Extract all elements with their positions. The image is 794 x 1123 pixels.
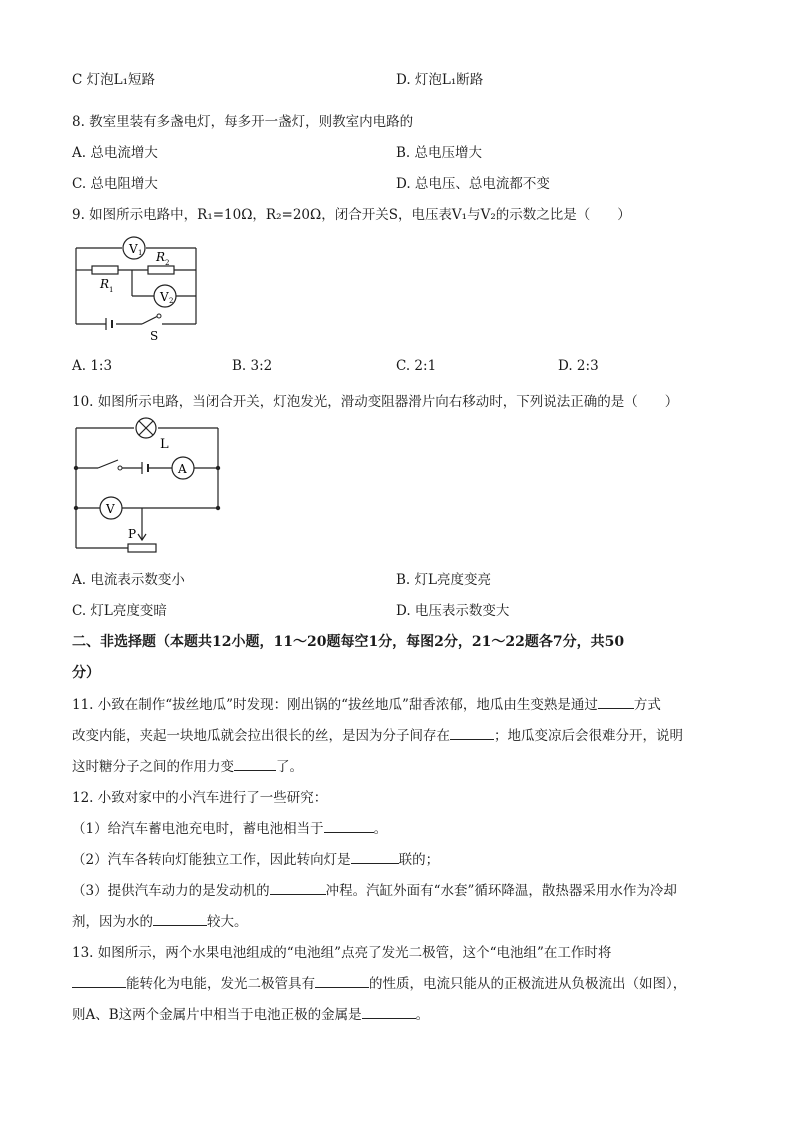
- section2-title-line2: 分）: [72, 665, 100, 681]
- q11-text-3b: 了。: [276, 759, 303, 775]
- q7-option-c: C 灯泡L₁短路: [72, 72, 155, 88]
- q12-stem: 12. 小致对家中的小汽车进行了一些研究：: [72, 790, 328, 806]
- q11-text-1b: 方式: [633, 697, 661, 713]
- section2-title-line1: 二、非选择题（本题共12小题，11～20题每空1分，每图2分，21～22题各7分，共50: [72, 634, 625, 650]
- q12-part1: [72, 817, 387, 837]
- q10-option-b: B. 灯L亮度变亮: [396, 572, 491, 588]
- q9-circuit-diagram: [70, 232, 205, 344]
- q8-option-d: D. 总电压、总电流都不变: [396, 176, 550, 192]
- q12-text-2b: 联的；: [398, 852, 440, 868]
- q11-line2: [72, 724, 683, 744]
- q13-line2: [72, 972, 686, 992]
- q13-blank-3[interactable]: [362, 1006, 416, 1019]
- q12-part2: [72, 848, 439, 868]
- q10-ammeter-label: A: [178, 462, 187, 476]
- q12-text-4b: 较大。: [207, 914, 248, 930]
- q9-r1-label: R: [100, 277, 110, 291]
- q10-stem: 10. 如图所示电路，当闭合开关，灯泡发光，滑动变阻器滑片向右移动时，下列说法正确的是（ ）: [72, 394, 679, 410]
- q9-r2-sub: 2: [165, 259, 170, 267]
- q9-v2-label: V: [160, 290, 169, 304]
- q10-lamp-symbol: [136, 418, 156, 438]
- q9-v1-label: V: [129, 242, 138, 256]
- q13-text-2a: 能转化为电能，发光二极管具有: [126, 976, 315, 992]
- q12-blank-4[interactable]: [153, 913, 207, 926]
- q10-lamp-label: L: [160, 437, 169, 452]
- q10-option-d: D. 电压表示数变大: [396, 603, 510, 619]
- q10-voltmeter-label: V: [106, 502, 115, 516]
- q8-option-c: C. 总电阻增大: [72, 176, 158, 192]
- q12-part4: [72, 910, 248, 930]
- q11-blank-1[interactable]: [598, 696, 634, 709]
- q12-text-3a: （3）提供汽车动力的是发动机的: [72, 883, 270, 899]
- q13-line1: 13. 如图所示，两个水果电池组成的“电池组”点亮了发光二极管，这个“电池组”在工作时将: [72, 945, 612, 961]
- q11-text-2b: ；地瓜变凉后会很难分开，说明: [494, 728, 683, 744]
- q9-v2-sub: 2: [169, 297, 174, 305]
- q12-text-4a: 剂，因为水的: [72, 914, 153, 930]
- q13-blank-1[interactable]: [72, 975, 126, 988]
- q13-line3: [72, 1003, 429, 1023]
- q9-option-a: A. 1:3: [72, 358, 113, 374]
- q12-text-3b: 冲程。汽缸外面有“水套”循环降温，散热器采用水作为冷却: [325, 883, 677, 899]
- q13-text-2b: 的性质，电流只能从的正极流进从负极流出（如图），: [369, 976, 687, 992]
- q11-blank-3[interactable]: [234, 758, 276, 771]
- q10-option-a: A. 电流表示数变小: [72, 572, 185, 588]
- q9-stem: 9. 如图所示电路中，R₁=10Ω，R₂=20Ω，闭合开关S，电压表V₁与V₂的示数之比是（ ）: [72, 207, 631, 223]
- q9-r2-label: R: [156, 250, 166, 264]
- q12-text-1a: （1）给汽车蓄电池充电时，蓄电池相当于: [72, 821, 324, 837]
- q11-text-3a: 这时糖分子之间的作用力变: [72, 759, 234, 775]
- q12-text-2a: （2）汽车各转向灯能独立工作，因此转向灯是: [72, 852, 351, 868]
- q9-v1-sub: 1: [138, 249, 143, 257]
- q7-option-d: D. 灯泡L₁断路: [396, 72, 484, 88]
- q13-text-3a: 则A、B这两个金属片中相当于电池正极的金属是: [72, 1007, 362, 1023]
- q12-blank-3[interactable]: [270, 882, 326, 895]
- q12-part3: [72, 879, 677, 899]
- q11-text-1a: 11. 小致在制作“拔丝地瓜”时发现：刚出锅的“拔丝地瓜”甜香浓郁，地瓜由生变熟是通过: [72, 697, 598, 713]
- q12-blank-1[interactable]: [324, 820, 374, 833]
- q11-text-2a: 改变内能，夹起一块地瓜就会拉出很长的丝，是因为分子间存在: [72, 728, 450, 744]
- q13-blank-2[interactable]: [315, 975, 369, 988]
- q10-option-c: C. 灯L亮度变暗: [72, 603, 167, 619]
- q9-option-c: C. 2:1: [396, 358, 437, 374]
- q9-switch-label: S: [150, 329, 159, 343]
- q10-slider-label: P: [128, 527, 137, 541]
- q11-line1: [72, 693, 661, 713]
- q9-option-d: D. 2:3: [558, 358, 599, 374]
- q10-circuit-diagram: [70, 416, 225, 558]
- q12-blank-2[interactable]: [351, 851, 399, 864]
- q12-text-1b: 。: [373, 821, 388, 837]
- q8-option-b: B. 总电压增大: [396, 145, 483, 161]
- q11-blank-2[interactable]: [450, 727, 494, 740]
- q8-stem: 8. 教室里装有多盏电灯，每多开一盏灯，则教室内电路的: [72, 114, 414, 130]
- q9-option-b: B. 3:2: [232, 358, 273, 374]
- q11-line3: [72, 755, 303, 775]
- q8-option-a: A. 总电流增大: [72, 145, 158, 161]
- q13-text-3b: 。: [415, 1007, 430, 1023]
- q9-r1-sub: 1: [109, 286, 114, 294]
